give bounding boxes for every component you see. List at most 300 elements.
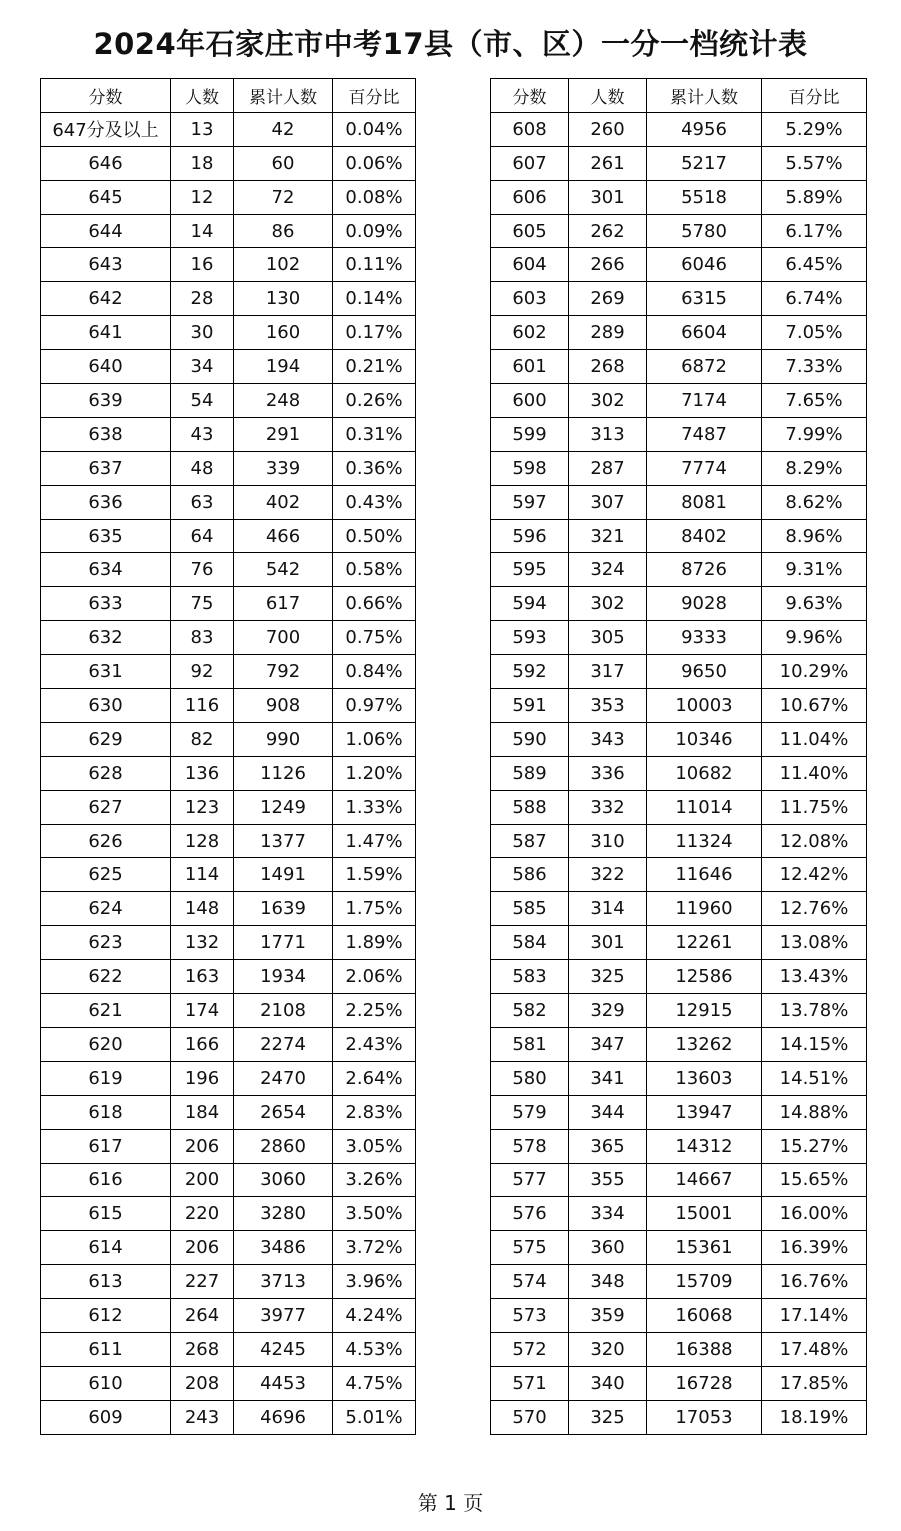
percent-cell: 8.29%	[762, 451, 867, 485]
percent-cell: 0.04%	[333, 112, 416, 146]
cumulative-cell: 2470	[234, 1061, 333, 1095]
score-cell: 602	[491, 316, 569, 350]
table-row	[41, 316, 416, 350]
percent-cell: 1.47%	[333, 824, 416, 858]
table-row	[491, 926, 867, 960]
score-cell: 618	[41, 1095, 171, 1129]
table-row	[491, 858, 867, 892]
percent-cell: 16.00%	[762, 1197, 867, 1231]
count-cell: 340	[569, 1366, 647, 1400]
score-cell: 614	[41, 1231, 171, 1265]
score-cell: 597	[491, 485, 569, 519]
table-row	[41, 1061, 416, 1095]
score-cell: 625	[41, 858, 171, 892]
percent-cell: 0.66%	[333, 587, 416, 621]
table-row	[41, 1231, 416, 1265]
count-cell: 54	[171, 384, 234, 418]
count-cell: 166	[171, 1027, 234, 1061]
count-cell: 261	[569, 146, 647, 180]
score-cell: 613	[41, 1265, 171, 1299]
table-row	[41, 248, 416, 282]
table-row	[491, 180, 867, 214]
cumulative-cell: 130	[234, 282, 333, 316]
table-row	[41, 1129, 416, 1163]
score-cell: 594	[491, 587, 569, 621]
cumulative-cell: 4453	[234, 1366, 333, 1400]
count-cell: 43	[171, 417, 234, 451]
score-cell: 645	[41, 180, 171, 214]
table-row	[41, 1299, 416, 1333]
table-row	[41, 146, 416, 180]
count-cell: 347	[569, 1027, 647, 1061]
cumulative-cell: 1377	[234, 824, 333, 858]
score-cell: 592	[491, 655, 569, 689]
cumulative-cell: 3280	[234, 1197, 333, 1231]
table-row	[491, 1299, 867, 1333]
count-cell: 14	[171, 214, 234, 248]
count-cell: 128	[171, 824, 234, 858]
percent-cell: 7.33%	[762, 350, 867, 384]
percent-cell: 3.26%	[333, 1163, 416, 1197]
count-cell: 184	[171, 1095, 234, 1129]
count-cell: 344	[569, 1095, 647, 1129]
count-cell: 359	[569, 1299, 647, 1333]
table-row	[41, 655, 416, 689]
table-row	[491, 214, 867, 248]
score-cell: 600	[491, 384, 569, 418]
cumulative-cell: 6604	[647, 316, 762, 350]
table-row	[491, 384, 867, 418]
table-row	[491, 1366, 867, 1400]
score-cell: 644	[41, 214, 171, 248]
table-row	[491, 553, 867, 587]
table-row	[491, 1197, 867, 1231]
score-cell: 608	[491, 112, 569, 146]
cumulative-cell: 700	[234, 621, 333, 655]
cumulative-cell: 12915	[647, 994, 762, 1028]
table-row	[491, 1129, 867, 1163]
percent-cell: 12.08%	[762, 824, 867, 858]
score-cell: 633	[41, 587, 171, 621]
header-count: 人数	[171, 79, 234, 113]
table-row	[41, 926, 416, 960]
count-cell: 353	[569, 689, 647, 723]
cumulative-cell: 7487	[647, 417, 762, 451]
percent-cell: 0.31%	[333, 417, 416, 451]
percent-cell: 16.39%	[762, 1231, 867, 1265]
header-cumulative: 累计人数	[647, 79, 762, 113]
count-cell: 163	[171, 960, 234, 994]
percent-cell: 0.36%	[333, 451, 416, 485]
table-row	[41, 587, 416, 621]
table-row	[41, 1197, 416, 1231]
count-cell: 336	[569, 756, 647, 790]
percent-cell: 0.75%	[333, 621, 416, 655]
cumulative-cell: 248	[234, 384, 333, 418]
table-row	[41, 451, 416, 485]
score-cell: 637	[41, 451, 171, 485]
table-row	[491, 655, 867, 689]
cumulative-cell: 990	[234, 722, 333, 756]
cumulative-cell: 3713	[234, 1265, 333, 1299]
percent-cell: 4.75%	[333, 1366, 416, 1400]
score-cell: 589	[491, 756, 569, 790]
cumulative-cell: 10346	[647, 722, 762, 756]
cumulative-cell: 60	[234, 146, 333, 180]
score-cell: 611	[41, 1332, 171, 1366]
table-row	[41, 1366, 416, 1400]
percent-cell: 0.84%	[333, 655, 416, 689]
table-row	[41, 994, 416, 1028]
percent-cell: 1.89%	[333, 926, 416, 960]
score-cell: 574	[491, 1265, 569, 1299]
table-row	[41, 621, 416, 655]
table-row	[491, 790, 867, 824]
table-row	[41, 112, 416, 146]
score-cell: 586	[491, 858, 569, 892]
percent-cell: 8.96%	[762, 519, 867, 553]
percent-cell: 5.89%	[762, 180, 867, 214]
score-cell: 603	[491, 282, 569, 316]
table-row	[491, 756, 867, 790]
count-cell: 34	[171, 350, 234, 384]
table-row	[491, 994, 867, 1028]
score-cell: 593	[491, 621, 569, 655]
percent-cell: 0.50%	[333, 519, 416, 553]
count-cell: 325	[569, 960, 647, 994]
score-cell: 612	[41, 1299, 171, 1333]
percent-cell: 18.19%	[762, 1400, 867, 1434]
cumulative-cell: 42	[234, 112, 333, 146]
table-row	[491, 1231, 867, 1265]
percent-cell: 3.50%	[333, 1197, 416, 1231]
cumulative-cell: 542	[234, 553, 333, 587]
cumulative-cell: 6315	[647, 282, 762, 316]
cumulative-cell: 12586	[647, 960, 762, 994]
cumulative-cell: 17053	[647, 1400, 762, 1434]
percent-cell: 7.65%	[762, 384, 867, 418]
score-cell: 599	[491, 417, 569, 451]
count-cell: 18	[171, 146, 234, 180]
percent-cell: 15.65%	[762, 1163, 867, 1197]
score-cell: 622	[41, 960, 171, 994]
score-cell: 647分及以上	[41, 112, 171, 146]
table-row	[491, 1027, 867, 1061]
score-cell: 629	[41, 722, 171, 756]
count-cell: 262	[569, 214, 647, 248]
score-cell: 643	[41, 248, 171, 282]
percent-cell: 14.51%	[762, 1061, 867, 1095]
header-percent: 百分比	[333, 79, 416, 113]
count-cell: 63	[171, 485, 234, 519]
cumulative-cell: 2108	[234, 994, 333, 1028]
score-cell: 638	[41, 417, 171, 451]
score-cell: 601	[491, 350, 569, 384]
score-cell: 636	[41, 485, 171, 519]
count-cell: 301	[569, 926, 647, 960]
count-cell: 301	[569, 180, 647, 214]
percent-cell: 16.76%	[762, 1265, 867, 1299]
count-cell: 310	[569, 824, 647, 858]
cumulative-cell: 1639	[234, 892, 333, 926]
score-cell: 582	[491, 994, 569, 1028]
table-row	[491, 1265, 867, 1299]
score-table-left	[40, 78, 416, 1435]
table-row	[491, 892, 867, 926]
cumulative-cell: 8402	[647, 519, 762, 553]
percent-cell: 11.75%	[762, 790, 867, 824]
table-row	[41, 519, 416, 553]
score-cell: 584	[491, 926, 569, 960]
count-cell: 13	[171, 112, 234, 146]
score-cell: 578	[491, 1129, 569, 1163]
cumulative-cell: 339	[234, 451, 333, 485]
percent-cell: 9.63%	[762, 587, 867, 621]
percent-cell: 0.08%	[333, 180, 416, 214]
table-row	[41, 350, 416, 384]
count-cell: 332	[569, 790, 647, 824]
score-cell: 623	[41, 926, 171, 960]
cumulative-cell: 15001	[647, 1197, 762, 1231]
score-cell: 640	[41, 350, 171, 384]
header-score: 分数	[491, 79, 569, 113]
cumulative-cell: 194	[234, 350, 333, 384]
percent-cell: 4.53%	[333, 1332, 416, 1366]
percent-cell: 8.62%	[762, 485, 867, 519]
table-row	[41, 214, 416, 248]
percent-cell: 2.25%	[333, 994, 416, 1028]
percent-cell: 1.20%	[333, 756, 416, 790]
percent-cell: 0.14%	[333, 282, 416, 316]
cumulative-cell: 160	[234, 316, 333, 350]
count-cell: 269	[569, 282, 647, 316]
count-cell: 136	[171, 756, 234, 790]
count-cell: 264	[171, 1299, 234, 1333]
count-cell: 92	[171, 655, 234, 689]
count-cell: 289	[569, 316, 647, 350]
percent-cell: 5.57%	[762, 146, 867, 180]
table-row	[41, 1027, 416, 1061]
cumulative-cell: 4696	[234, 1400, 333, 1434]
cumulative-cell: 14667	[647, 1163, 762, 1197]
page-number: 第 1 页	[417, 1491, 484, 1515]
score-cell: 646	[41, 146, 171, 180]
score-cell: 632	[41, 621, 171, 655]
count-cell: 355	[569, 1163, 647, 1197]
percent-cell: 17.85%	[762, 1366, 867, 1400]
count-cell: 260	[569, 112, 647, 146]
score-cell: 630	[41, 689, 171, 723]
percent-cell: 4.24%	[333, 1299, 416, 1333]
score-cell: 573	[491, 1299, 569, 1333]
cumulative-cell: 16388	[647, 1332, 762, 1366]
cumulative-cell: 9028	[647, 587, 762, 621]
score-cell: 609	[41, 1400, 171, 1434]
count-cell: 341	[569, 1061, 647, 1095]
table-row	[491, 689, 867, 723]
count-cell: 268	[569, 350, 647, 384]
table-row	[491, 722, 867, 756]
percent-cell: 14.15%	[762, 1027, 867, 1061]
percent-cell: 7.05%	[762, 316, 867, 350]
table-row	[41, 1332, 416, 1366]
percent-cell: 12.42%	[762, 858, 867, 892]
header-cumulative: 累计人数	[234, 79, 333, 113]
table-row	[491, 146, 867, 180]
count-cell: 12	[171, 180, 234, 214]
percent-cell: 11.04%	[762, 722, 867, 756]
percent-cell: 6.45%	[762, 248, 867, 282]
score-cell: 627	[41, 790, 171, 824]
count-cell: 28	[171, 282, 234, 316]
percent-cell: 10.67%	[762, 689, 867, 723]
score-cell: 596	[491, 519, 569, 553]
percent-cell: 0.06%	[333, 146, 416, 180]
count-cell: 200	[171, 1163, 234, 1197]
count-cell: 174	[171, 994, 234, 1028]
cumulative-cell: 3486	[234, 1231, 333, 1265]
score-cell: 575	[491, 1231, 569, 1265]
percent-cell: 17.48%	[762, 1332, 867, 1366]
score-cell: 581	[491, 1027, 569, 1061]
cumulative-cell: 6046	[647, 248, 762, 282]
table-row	[41, 553, 416, 587]
percent-cell: 1.59%	[333, 858, 416, 892]
cumulative-cell: 8726	[647, 553, 762, 587]
count-cell: 287	[569, 451, 647, 485]
header-count: 人数	[569, 79, 647, 113]
cumulative-cell: 10003	[647, 689, 762, 723]
table-row	[491, 621, 867, 655]
percent-cell: 0.26%	[333, 384, 416, 418]
percent-cell: 9.31%	[762, 553, 867, 587]
count-cell: 343	[569, 722, 647, 756]
page-title: 2024年石家庄市中考17县（市、区）一分一档统计表	[93, 27, 808, 61]
count-cell: 116	[171, 689, 234, 723]
percent-cell: 0.21%	[333, 350, 416, 384]
cumulative-cell: 15709	[647, 1265, 762, 1299]
count-cell: 148	[171, 892, 234, 926]
cumulative-cell: 7174	[647, 384, 762, 418]
score-cell: 635	[41, 519, 171, 553]
count-cell: 82	[171, 722, 234, 756]
table-row	[491, 282, 867, 316]
cumulative-cell: 1249	[234, 790, 333, 824]
score-cell: 577	[491, 1163, 569, 1197]
table-row	[41, 960, 416, 994]
score-cell: 591	[491, 689, 569, 723]
percent-cell: 3.72%	[333, 1231, 416, 1265]
table-row	[491, 417, 867, 451]
count-cell: 75	[171, 587, 234, 621]
score-cell: 607	[491, 146, 569, 180]
cumulative-cell: 3060	[234, 1163, 333, 1197]
cumulative-cell: 14312	[647, 1129, 762, 1163]
score-table-right	[490, 78, 867, 1435]
table-row	[41, 689, 416, 723]
score-cell: 624	[41, 892, 171, 926]
count-cell: 206	[171, 1129, 234, 1163]
cumulative-cell: 402	[234, 485, 333, 519]
score-cell: 598	[491, 451, 569, 485]
count-cell: 302	[569, 587, 647, 621]
score-cell: 580	[491, 1061, 569, 1095]
count-cell: 329	[569, 994, 647, 1028]
count-cell: 334	[569, 1197, 647, 1231]
table-row	[41, 180, 416, 214]
count-cell: 268	[171, 1332, 234, 1366]
score-cell: 571	[491, 1366, 569, 1400]
table-row	[41, 1265, 416, 1299]
score-cell: 631	[41, 655, 171, 689]
cumulative-cell: 7774	[647, 451, 762, 485]
score-cell: 583	[491, 960, 569, 994]
percent-cell: 9.96%	[762, 621, 867, 655]
table-row	[491, 350, 867, 384]
table-row	[491, 485, 867, 519]
table-row	[41, 282, 416, 316]
percent-cell: 5.29%	[762, 112, 867, 146]
cumulative-cell: 9333	[647, 621, 762, 655]
cumulative-cell: 72	[234, 180, 333, 214]
score-cell: 615	[41, 1197, 171, 1231]
cumulative-cell: 4956	[647, 112, 762, 146]
count-cell: 48	[171, 451, 234, 485]
cumulative-cell: 15361	[647, 1231, 762, 1265]
cumulative-cell: 1771	[234, 926, 333, 960]
count-cell: 348	[569, 1265, 647, 1299]
table-header-row	[41, 79, 416, 113]
count-cell: 266	[569, 248, 647, 282]
table-row	[41, 1400, 416, 1434]
table-row	[41, 417, 416, 451]
percent-cell: 5.01%	[333, 1400, 416, 1434]
count-cell: 322	[569, 858, 647, 892]
count-cell: 317	[569, 655, 647, 689]
percent-cell: 0.43%	[333, 485, 416, 519]
score-cell: 628	[41, 756, 171, 790]
table-row	[41, 824, 416, 858]
percent-cell: 13.43%	[762, 960, 867, 994]
table-row	[491, 248, 867, 282]
table-row	[41, 756, 416, 790]
count-cell: 30	[171, 316, 234, 350]
count-cell: 83	[171, 621, 234, 655]
cumulative-cell: 12261	[647, 926, 762, 960]
percent-cell: 2.64%	[333, 1061, 416, 1095]
cumulative-cell: 3977	[234, 1299, 333, 1333]
cumulative-cell: 4245	[234, 1332, 333, 1366]
score-cell: 595	[491, 553, 569, 587]
cumulative-cell: 908	[234, 689, 333, 723]
table-row	[41, 485, 416, 519]
percent-cell: 6.17%	[762, 214, 867, 248]
score-cell: 587	[491, 824, 569, 858]
cumulative-cell: 6872	[647, 350, 762, 384]
count-cell: 114	[171, 858, 234, 892]
cumulative-cell: 9650	[647, 655, 762, 689]
score-cell: 570	[491, 1400, 569, 1434]
count-cell: 16	[171, 248, 234, 282]
score-cell: 620	[41, 1027, 171, 1061]
count-cell: 305	[569, 621, 647, 655]
score-cell: 626	[41, 824, 171, 858]
cumulative-cell: 8081	[647, 485, 762, 519]
percent-cell: 0.11%	[333, 248, 416, 282]
cumulative-cell: 2654	[234, 1095, 333, 1129]
score-cell: 588	[491, 790, 569, 824]
cumulative-cell: 13947	[647, 1095, 762, 1129]
